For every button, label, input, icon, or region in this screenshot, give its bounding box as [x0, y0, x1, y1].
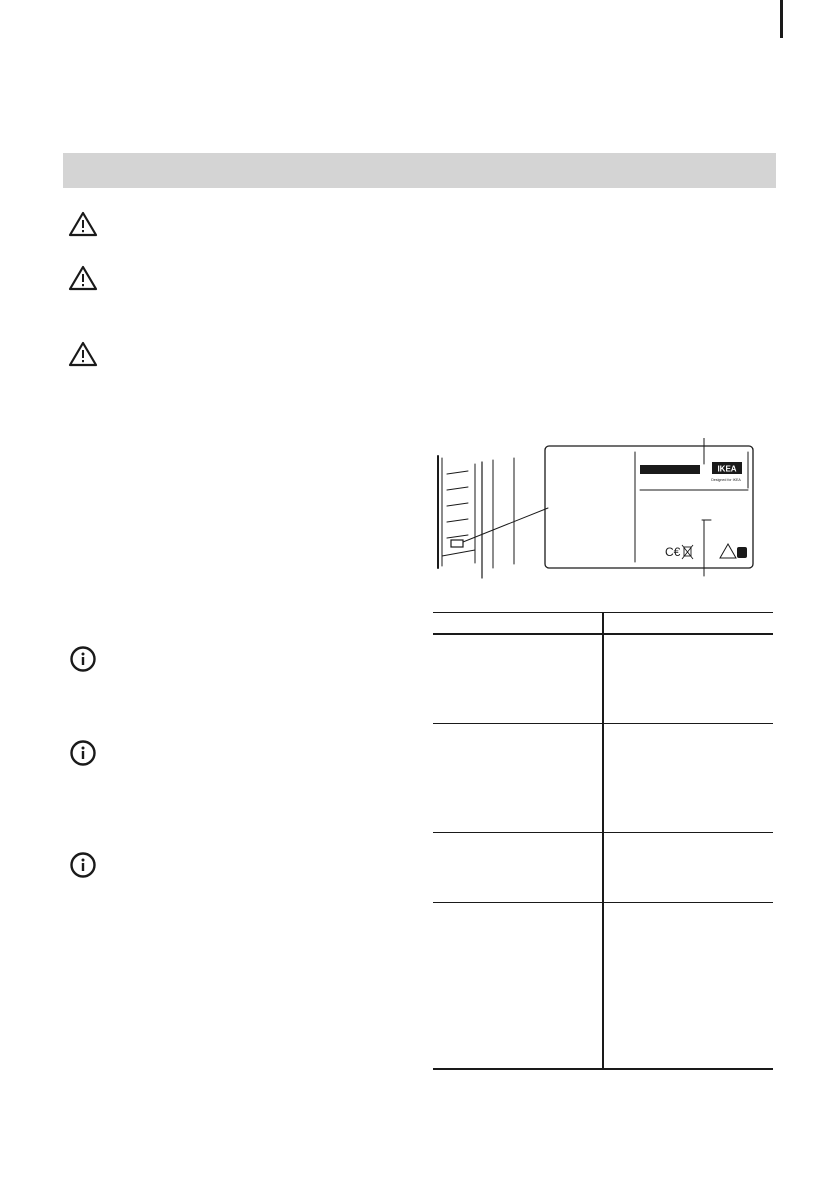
table-cell [433, 832, 603, 902]
rating-plate-brand: IKEA [717, 464, 737, 474]
warning-icon [68, 211, 98, 242]
table-cell [433, 902, 603, 1069]
info-icon [69, 645, 97, 678]
table-cell [433, 634, 603, 723]
spec-table [433, 612, 773, 1070]
corner-rule [780, 0, 783, 38]
table-row [433, 902, 773, 1069]
table-row [433, 832, 773, 902]
table-header-cell [433, 613, 603, 635]
info-icon [69, 851, 97, 884]
warning-icon [68, 265, 98, 296]
rating-plate-illustration [430, 438, 770, 585]
table-row [433, 723, 773, 832]
refrigerant-warning-icon [720, 544, 747, 558]
weee-bin-icon [682, 545, 693, 559]
table-cell [603, 723, 773, 832]
table-header-row [433, 613, 773, 635]
table-header-cell [603, 613, 773, 635]
rating-plate-tagline: Designed for IKEA [711, 478, 741, 482]
table-cell [603, 902, 773, 1069]
table-cell [603, 832, 773, 902]
table-cell [433, 723, 603, 832]
table-row [433, 634, 773, 723]
warning-icon [68, 341, 98, 372]
table-cell [603, 634, 773, 723]
section-header-bar [63, 153, 776, 188]
info-icon [69, 739, 97, 772]
ce-mark: C€ [665, 545, 681, 559]
